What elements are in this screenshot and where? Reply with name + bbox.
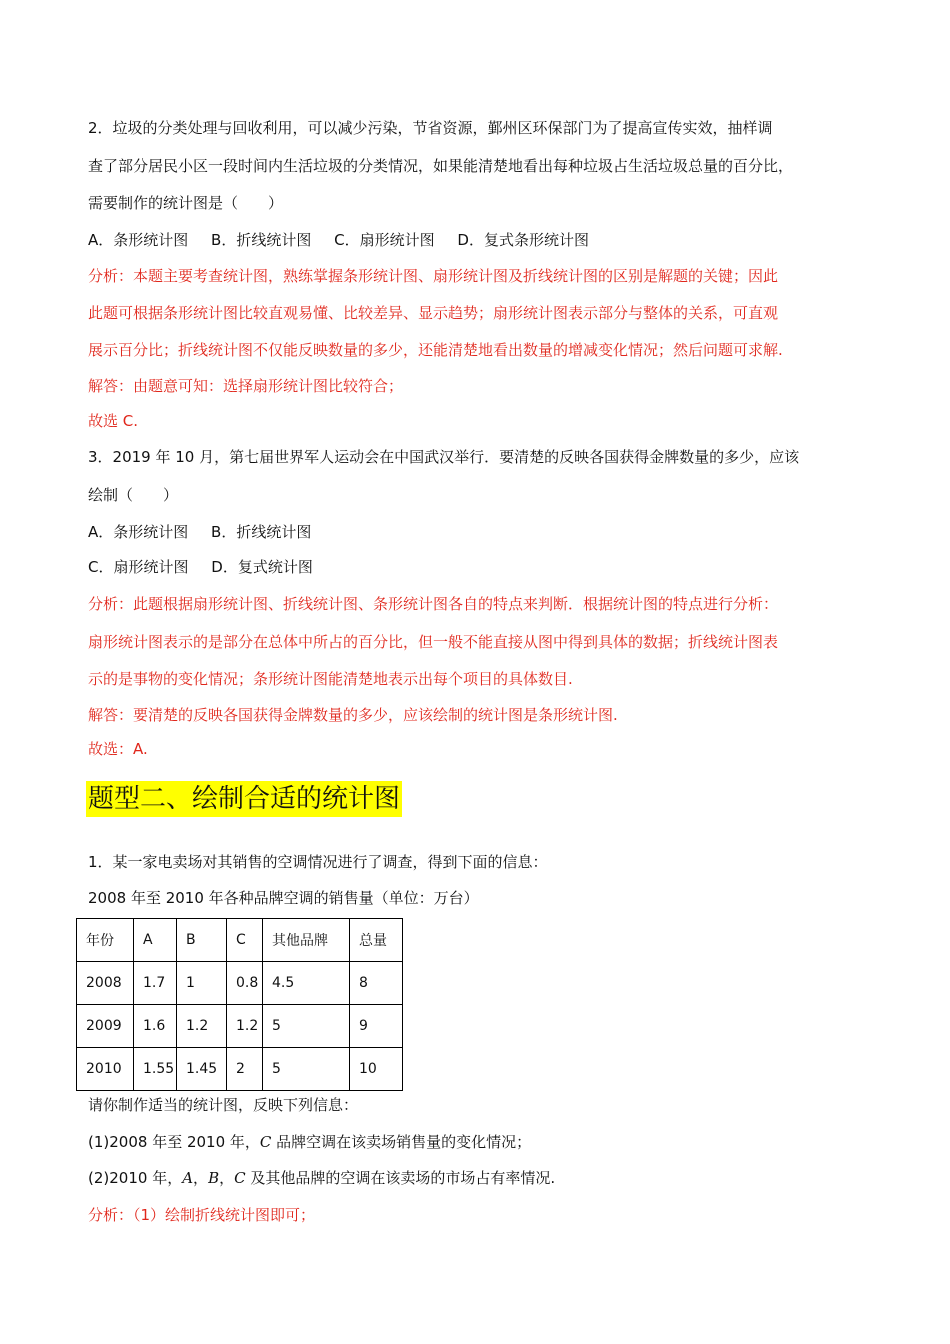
- p1-item-2-var-c: C: [234, 1169, 246, 1187]
- q2-analysis-line-2: 此题可根据条形统计图比较直观易懂、比较差异、显示趋势；扇形统计图表示部分与整体的关系，可直观: [88, 304, 779, 322]
- table-header-cell: B: [177, 919, 227, 962]
- q2-option-d: D．复式条形统计图: [457, 231, 589, 249]
- q3-analysis-line-2: 扇形统计图表示的是部分在总体中所占的百分比，但一般不能直接从图中得到具体的数据；折线统计图表: [88, 633, 779, 651]
- q3-option-b: B．折线统计图: [211, 523, 312, 541]
- table-cell: 0.8: [227, 962, 263, 1005]
- p1-item-2-pre: (2)2010 年，: [88, 1169, 183, 1187]
- table-cell: 1.6: [134, 1005, 177, 1048]
- p1-stem: 1．某一家电卖场对其销售的空调情况进行了调查，得到下面的信息：: [88, 853, 548, 871]
- q2-option-a: A．条形统计图: [88, 231, 189, 249]
- q3-options-row-1: [88, 522, 329, 542]
- p1-item-1: [88, 1132, 531, 1152]
- q3-analysis-line-3: 示的是事物的变化情况；条形统计图能清楚地表示出每个项目的具体数目.: [88, 670, 573, 688]
- q2-options: [88, 230, 607, 250]
- table-cell: 1.2: [227, 1005, 263, 1048]
- table-cell: 5: [263, 1005, 350, 1048]
- q3-option-d: D．复式统计图: [211, 558, 313, 576]
- q2-option-c: C．扇形统计图: [334, 231, 435, 249]
- p1-table-caption: 2008 年至 2010 年各种品牌空调的销售量（单位：万台）: [88, 889, 479, 907]
- q3-option-a: A．条形统计图: [88, 523, 189, 541]
- table-cell: 4.5: [263, 962, 350, 1005]
- q3-answer: 解答：要清楚的反映各国获得金牌数量的多少，应该绘制的统计图是条形统计图.: [88, 706, 618, 724]
- table-header-cell: 总量: [350, 919, 403, 962]
- q3-stem-line-2: 绘制（ ）: [88, 486, 179, 504]
- table-cell: 2: [227, 1048, 263, 1091]
- table-cell: 5: [263, 1048, 350, 1091]
- q3-choice: 故选：A.: [88, 740, 148, 758]
- q2-analysis-line-3: 展示百分比；折线统计图不仅能反映数量的多少，还能清楚地看出数量的增减变化情况；然后问题可求解.: [88, 341, 783, 359]
- sales-table: [76, 918, 403, 1091]
- table-cell: 2010: [77, 1048, 134, 1091]
- table-row: [77, 1048, 403, 1091]
- table-row: [77, 1005, 403, 1048]
- p1-item-2-var-a: A: [182, 1169, 194, 1187]
- q2-choice: 故选 C.: [88, 412, 139, 430]
- table-cell: 1: [177, 962, 227, 1005]
- table-cell: 1.55: [134, 1048, 177, 1091]
- q2-option-b: B．折线统计图: [211, 231, 312, 249]
- p1-analysis: 分析：（1）绘制折线统计图即可；: [88, 1206, 316, 1224]
- table-row: [77, 962, 403, 1005]
- table-cell: 1.7: [134, 962, 177, 1005]
- q3-option-c: C．扇形统计图: [88, 558, 189, 576]
- table-cell: 2009: [77, 1005, 134, 1048]
- table-cell: 9: [350, 1005, 403, 1048]
- p1-item-1-var: C: [259, 1133, 272, 1151]
- q2-stem-line-1: 2．垃圾的分类处理与回收利用，可以减少污染，节省资源，鄞州区环保部门为了提高宣传实效，抽样调: [88, 119, 773, 137]
- table-header-cell: 其他品牌: [263, 919, 350, 962]
- table-cell: 1.2: [177, 1005, 227, 1048]
- q2-stem-line-3: 需要制作的统计图是（ ）: [88, 194, 284, 212]
- p1-item-1-pre: (1)2008 年至 2010 年，: [88, 1133, 260, 1151]
- p1-item-2-post: 及其他品牌的空调在该卖场的市场占有率情况.: [245, 1169, 556, 1187]
- section-heading: 题型二、绘制合适的统计图: [86, 781, 402, 817]
- p1-item-1-post: 品牌空调在该卖场销售量的变化情况；: [271, 1133, 532, 1151]
- q2-analysis-line-1: 分析：本题主要考查统计图，熟练掌握条形统计图、扇形统计图及折线统计图的区别是解题的关键；因此: [88, 267, 779, 285]
- table-cell: 10: [350, 1048, 403, 1091]
- q3-options-row-2: [88, 557, 331, 577]
- q3-stem-line-1: 3．2019 年 10 月，第七届世界军人运动会在中国武汉举行．要清楚的反映各国获得金牌数量的多少，应该: [88, 448, 800, 466]
- q3-analysis-line-1: 分析：此题根据扇形统计图、折线统计图、条形统计图各自的特点来判断．根据统计图的特点进行分析：: [88, 595, 779, 613]
- p1-item-2-sep: ，: [193, 1169, 209, 1187]
- table-cell: 1.45: [177, 1048, 227, 1091]
- table-cell: 8: [350, 962, 403, 1005]
- table-cell: 2008: [77, 962, 134, 1005]
- q2-answer: 解答：由题意可知：选择扇形统计图比较符合；: [88, 377, 404, 395]
- table-header-cell: C: [227, 919, 263, 962]
- q2-stem-line-2: 查了部分居民小区一段时间内生活垃圾的分类情况，如果能清楚地看出每种垃圾占生活垃圾总量的百分比，: [88, 157, 794, 175]
- p1-item-2: [88, 1168, 555, 1188]
- p1-item-2-sep: ，: [219, 1169, 235, 1187]
- table-header-cell: 年份: [77, 919, 134, 962]
- p1-instruction: 请你制作适当的统计图，反映下列信息：: [88, 1096, 359, 1114]
- table-header-row: [77, 919, 403, 962]
- table-header-cell: A: [134, 919, 177, 962]
- p1-item-2-var-b: B: [208, 1169, 220, 1187]
